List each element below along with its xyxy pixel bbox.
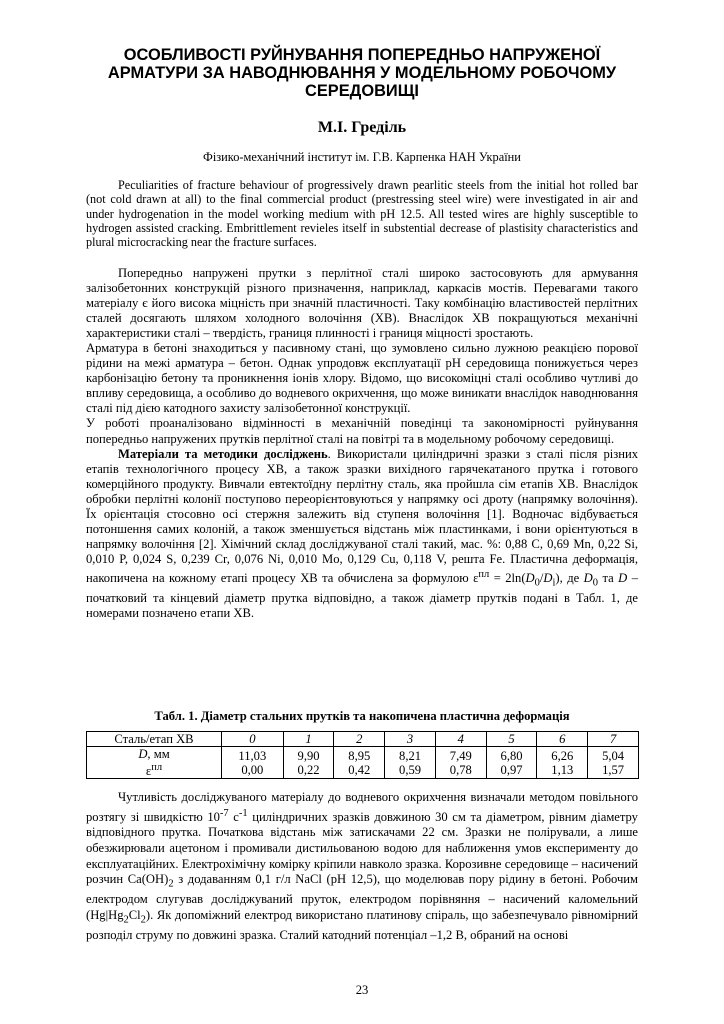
table-row (87, 747, 639, 779)
paragraph-aim: У роботі проаналізовано відмінності в механічній поведінці та закономірності руйнування попередньо напружених прутків перлітної сталі на повітрі та в модельному робочому середовищі. (86, 416, 638, 446)
paragraph-methods (86, 447, 638, 621)
table-cell: 11,03 0,00 (222, 747, 284, 779)
formula-sub: 0 (534, 577, 540, 589)
table-cell: 5 (486, 732, 537, 747)
formula-sub: i (552, 577, 556, 589)
table-row (87, 732, 639, 747)
methods-text: . Використали циліндричні зразки з сталі після різних етапів технологічного процесу ХВ, а також зразки вихідного гарячекатаного прутка і готового комерційного продукту. Вивчали евтектоїдну перлітну сталь, яка пройшла сім етапів ХВ. Внаслідок обробки перлітні колонії поступово переорієнтовуються у напрямку осі дроту (напрямку волочіння). Їх орієнтація стосовно осі стержня залежить від ступеня волочіння [1]. Водночас відбувається потоншення самих колоній, а також зменшується відстань між пластинками, і вони орієнтуються в напрямку волочіння [2]. Хімічний склад досліджуваної сталі такий, мас. %: 0,88 C, 0,69 Mn, 0,22 Si, 0,010 P, 0,024 S, 0,239 Cr, 0,076 Ni, 0,010 Mo, 0,129 Cu, 0,118 V, решта Fe. Пластична деформація, накопичена на кожному етапі процесу ХВ та обчислена за формулою ε (86, 446, 639, 586)
paper-title: ОСОБЛИВОСТІ РУЙНУВАННЯ ПОПЕРЕДНЬО НАПРУЖЕНОЇ АРМАТУРИ ЗА НАВОДНЮВАННЯ У МОДЕЛЬНОМУ РОБОЧОМУ СЕРЕДОВИЩІ (107, 46, 617, 100)
formula-part: та (598, 571, 619, 586)
row-symbol-sup: пл (151, 762, 163, 773)
body-text (86, 266, 638, 621)
methods-text-end: – початковий та кінцевий діаметр прутка відповідно, а також діаметр прутків подані в Табл. 1, де номерами позначено етапи ХВ. (86, 571, 639, 620)
formula-sub: 0 (592, 577, 599, 589)
formula-var: D (618, 571, 628, 586)
table-cell: 8,21 0,59 (385, 747, 436, 779)
paragraph-intro: Попередньо напружені прутки з перлітної сталі широко застосовують для армування залізобетонних конструкцій різного призначення, наприклад, каркасів мостів. Перевагами такого матеріалу є його висока міцність при значній пластичності. Таку комбінацію властивостей перлітних сталей досягають шляхом холодного волочіння (ХВ). Внаслідок ХВ покращуються механічні характеристики сталі – твердість, границя плинності і границя міцності зростають. (86, 266, 638, 341)
table-cell: 4 (435, 732, 486, 747)
formula-var: D (525, 571, 535, 586)
formula-part: = 2ln( (489, 571, 526, 586)
row-symbol-eps: ε (145, 764, 152, 779)
author-name: М.І. Греділь (317, 119, 407, 136)
table-row-label (87, 747, 222, 779)
paragraph-corrosion: Арматура в бетоні знаходиться у пасивному стані, що зумовлено сильно лужною реакцією порової рідини на межі арматура – бетон. Однак упродовж експлуатації pH середовища понижується через карбонізацію бетону та проникнення іонів хлору. Відомо, що високоміцні сталі особливо чутливі до впливу середовища, а особливо до водневого окрихчення, що може виникати внаслідок наводнювання сталі під дією катодного захисту залізобетонної конструкції. (86, 341, 638, 416)
formula-var: D (583, 571, 593, 586)
table-cell: 5,04 1,57 (588, 747, 639, 779)
table-cell: 7,49 0,78 (435, 747, 486, 779)
page-number: 23 (355, 983, 369, 997)
table-header-label: Сталь/етап ХВ (87, 732, 222, 747)
row-unit: , мм (147, 747, 170, 761)
table-cell: 7 (588, 732, 639, 747)
affiliation: Фізико-механічний інститут ім. Г.В. Карпенка НАН України (203, 150, 521, 164)
formula-sup: пл (478, 568, 490, 580)
formula-var: D (543, 571, 553, 586)
table-cell: 9,90 0,22 (283, 747, 334, 779)
table-cell: 6,26 1,13 (537, 747, 588, 779)
table-cell: 0 (222, 732, 284, 747)
abstract: Peculiarities of fracture behaviour of progressively drawn pearlitic steels from the initial hot rolled bar (not cold drawn at all) to the final commercial product (prestressing steel wire) were investigated in air and under hydrogenation in the model working medium with pH 12.5. All tested wires are highly susceptible to hydrogen assisted cracking. Embrittlement revieles itself in substential decrease of plastisity characteristics and plural microcracking near the fracture surfaces. (86, 178, 638, 250)
formula-part: / (539, 571, 544, 586)
row-symbol: D (138, 747, 148, 761)
table-cell: 3 (385, 732, 436, 747)
paragraph-testing: Чутливість досліджуваного матеріалу до водневого окрихчення визначали методом повільного розтягу зі швидкістю $10^{-7}$ $с^{-1}$ циліндричних зразків довжиною 30 см та діаметром, рівним діаметру відповідного прутка. Початкова відстань між затискачами 22 см. Зразки не полірували, а лише обезжирювали ацетоном і промивали дистильованою водою для наближення умов експерименту до експлуатаційних. Електрохімічну комірку кріпили навколо зразка. Корозивне середовище – насичений розчин $Ca(OH)_2$ з додаванням 0,1 г/л NaCl (pH 12,5), що моделював пору рідину в бетоні. Робочим електродом слугував досліджуваний пруток, електродом порівняння – насичений каломельний $(Hg|Hg_2Cl_2)$. Як допоміжний електрод використано платинову спіраль, що забезпечувало рівномірний розподіл струму по довжині зразка. Сталий катодний потенціал –1,2 В, обраний на основі (86, 790, 638, 942)
table-caption: Табл. 1. Діаметр стальних прутків та накопичена пластична деформація (154, 709, 570, 723)
data-table (86, 731, 639, 779)
formula-part: ), де (555, 571, 584, 586)
methods-heading: Матеріали та методики досліджень (118, 446, 328, 461)
body-text-continued (86, 790, 638, 944)
table-cell: 1 (283, 732, 334, 747)
table-cell: 2 (334, 732, 385, 747)
table-cell: 8,95 0,42 (334, 747, 385, 779)
table-cell: 6,80 0,97 (486, 747, 537, 779)
table-cell: 6 (537, 732, 588, 747)
